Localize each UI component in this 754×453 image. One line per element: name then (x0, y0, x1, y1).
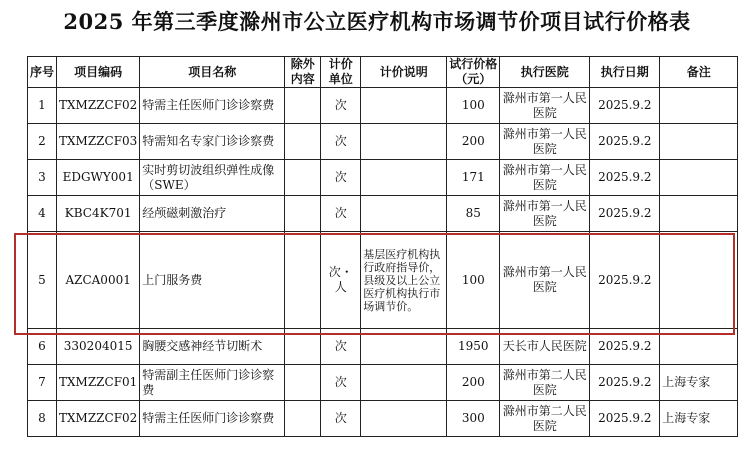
cell-name: 特需主任医师门诊诊察费 (140, 88, 285, 124)
cell-price: 200 (447, 365, 500, 401)
cell-name: 实时剪切波组织弹性成像（SWE） (140, 160, 285, 196)
cell-note (660, 196, 738, 232)
cell-price: 1950 (447, 329, 500, 365)
cell-exclude (285, 160, 321, 196)
cell-price: 300 (447, 401, 500, 437)
cell-no: 6 (28, 329, 57, 365)
table-row (28, 160, 738, 196)
cell-unit: 次 (321, 196, 361, 232)
cell-price: 100 (447, 88, 500, 124)
cell-note (660, 124, 738, 160)
cell-unit: 次 (321, 329, 361, 365)
cell-name: 特需知名专家门诊诊察费 (140, 124, 285, 160)
header-name: 项目名称 (140, 57, 285, 88)
table-row (28, 365, 738, 401)
cell-no: 7 (28, 365, 57, 401)
cell-exclude (285, 88, 321, 124)
cell-code: KBC4K701 (57, 196, 140, 232)
cell-hospital: 滁州市第二人民医院 (500, 401, 590, 437)
cell-unit: 次 (321, 88, 361, 124)
cell-code: AZCA0001 (57, 232, 140, 329)
cell-date: 2025.9.2 (590, 401, 660, 437)
cell-desc (361, 88, 447, 124)
cell-price: 100 (447, 232, 500, 329)
cell-name: 胸腰交感神经节切断术 (140, 329, 285, 365)
cell-unit: 次 (321, 124, 361, 160)
table-row (28, 401, 738, 437)
cell-name: 上门服务费 (140, 232, 285, 329)
header-no: 序号 (28, 57, 57, 88)
table-row (28, 196, 738, 232)
cell-no: 5 (28, 232, 57, 329)
cell-exclude (285, 329, 321, 365)
cell-price: 200 (447, 124, 500, 160)
cell-note: 上海专家 (660, 401, 738, 437)
cell-hospital: 滁州市第一人民医院 (500, 124, 590, 160)
cell-no: 2 (28, 124, 57, 160)
cell-no: 8 (28, 401, 57, 437)
cell-unit: 次 (321, 365, 361, 401)
header-hospital: 执行医院 (500, 57, 590, 88)
cell-hospital: 滁州市第一人民医院 (500, 196, 590, 232)
table-row-highlighted (28, 232, 738, 329)
cell-name: 特需主任医师门诊诊察费 (140, 401, 285, 437)
table-row (28, 88, 738, 124)
cell-hospital: 滁州市第一人民医院 (500, 88, 590, 124)
cell-code: EDGWY001 (57, 160, 140, 196)
cell-price: 171 (447, 160, 500, 196)
cell-unit: 次 (321, 160, 361, 196)
cell-code: TXMZZCF01 (57, 365, 140, 401)
cell-note (660, 88, 738, 124)
header-desc: 计价说明 (361, 57, 447, 88)
cell-note (660, 232, 738, 329)
cell-hospital: 天长市人民医院 (500, 329, 590, 365)
cell-desc (361, 160, 447, 196)
cell-exclude (285, 196, 321, 232)
cell-date: 2025.9.2 (590, 88, 660, 124)
cell-note (660, 329, 738, 365)
cell-hospital: 滁州市第一人民医院 (500, 232, 590, 329)
cell-note: 上海专家 (660, 365, 738, 401)
cell-unit: 次 (321, 401, 361, 437)
header-code: 项目编码 (57, 57, 140, 88)
header-note: 备注 (660, 57, 738, 88)
cell-desc (361, 329, 447, 365)
cell-exclude (285, 401, 321, 437)
cell-date: 2025.9.2 (590, 160, 660, 196)
cell-name: 特需副主任医师门诊诊察费 (140, 365, 285, 401)
price-table (27, 56, 738, 437)
cell-date: 2025.9.2 (590, 329, 660, 365)
cell-note (660, 160, 738, 196)
page-title: 2025 年第三季度滁州市公立医疗机构市场调节价项目试行价格表 (63, 9, 691, 34)
cell-no: 1 (28, 88, 57, 124)
cell-unit: 次・人 (321, 232, 361, 329)
header-exclude: 除外内容 (285, 57, 321, 88)
header-price: 试行价格（元） (447, 57, 500, 88)
cell-date: 2025.9.2 (590, 365, 660, 401)
header-unit: 计价单位 (321, 57, 361, 88)
cell-desc (361, 196, 447, 232)
table-row (28, 124, 738, 160)
cell-date: 2025.9.2 (590, 124, 660, 160)
cell-exclude (285, 232, 321, 329)
cell-code: TXMZZCF03 (57, 124, 140, 160)
cell-desc: 基层医疗机构执行政府指导价，县级及以上公立医疗机构执行市场调节价。 (361, 232, 447, 329)
cell-code: TXMZZCF02 (57, 88, 140, 124)
header-row (28, 57, 738, 88)
cell-desc (361, 124, 447, 160)
cell-no: 4 (28, 196, 57, 232)
cell-hospital: 滁州市第一人民医院 (500, 160, 590, 196)
cell-price: 85 (447, 196, 500, 232)
cell-no: 3 (28, 160, 57, 196)
cell-desc (361, 401, 447, 437)
cell-name: 经颅磁刺激治疗 (140, 196, 285, 232)
header-date: 执行日期 (590, 57, 660, 88)
cell-exclude (285, 365, 321, 401)
cell-code: TXMZZCF02 (57, 401, 140, 437)
cell-exclude (285, 124, 321, 160)
cell-date: 2025.9.2 (590, 232, 660, 329)
cell-code: 330204015 (57, 329, 140, 365)
table-row (28, 329, 738, 365)
cell-desc (361, 365, 447, 401)
cell-hospital: 滁州市第二人民医院 (500, 365, 590, 401)
cell-date: 2025.9.2 (590, 196, 660, 232)
